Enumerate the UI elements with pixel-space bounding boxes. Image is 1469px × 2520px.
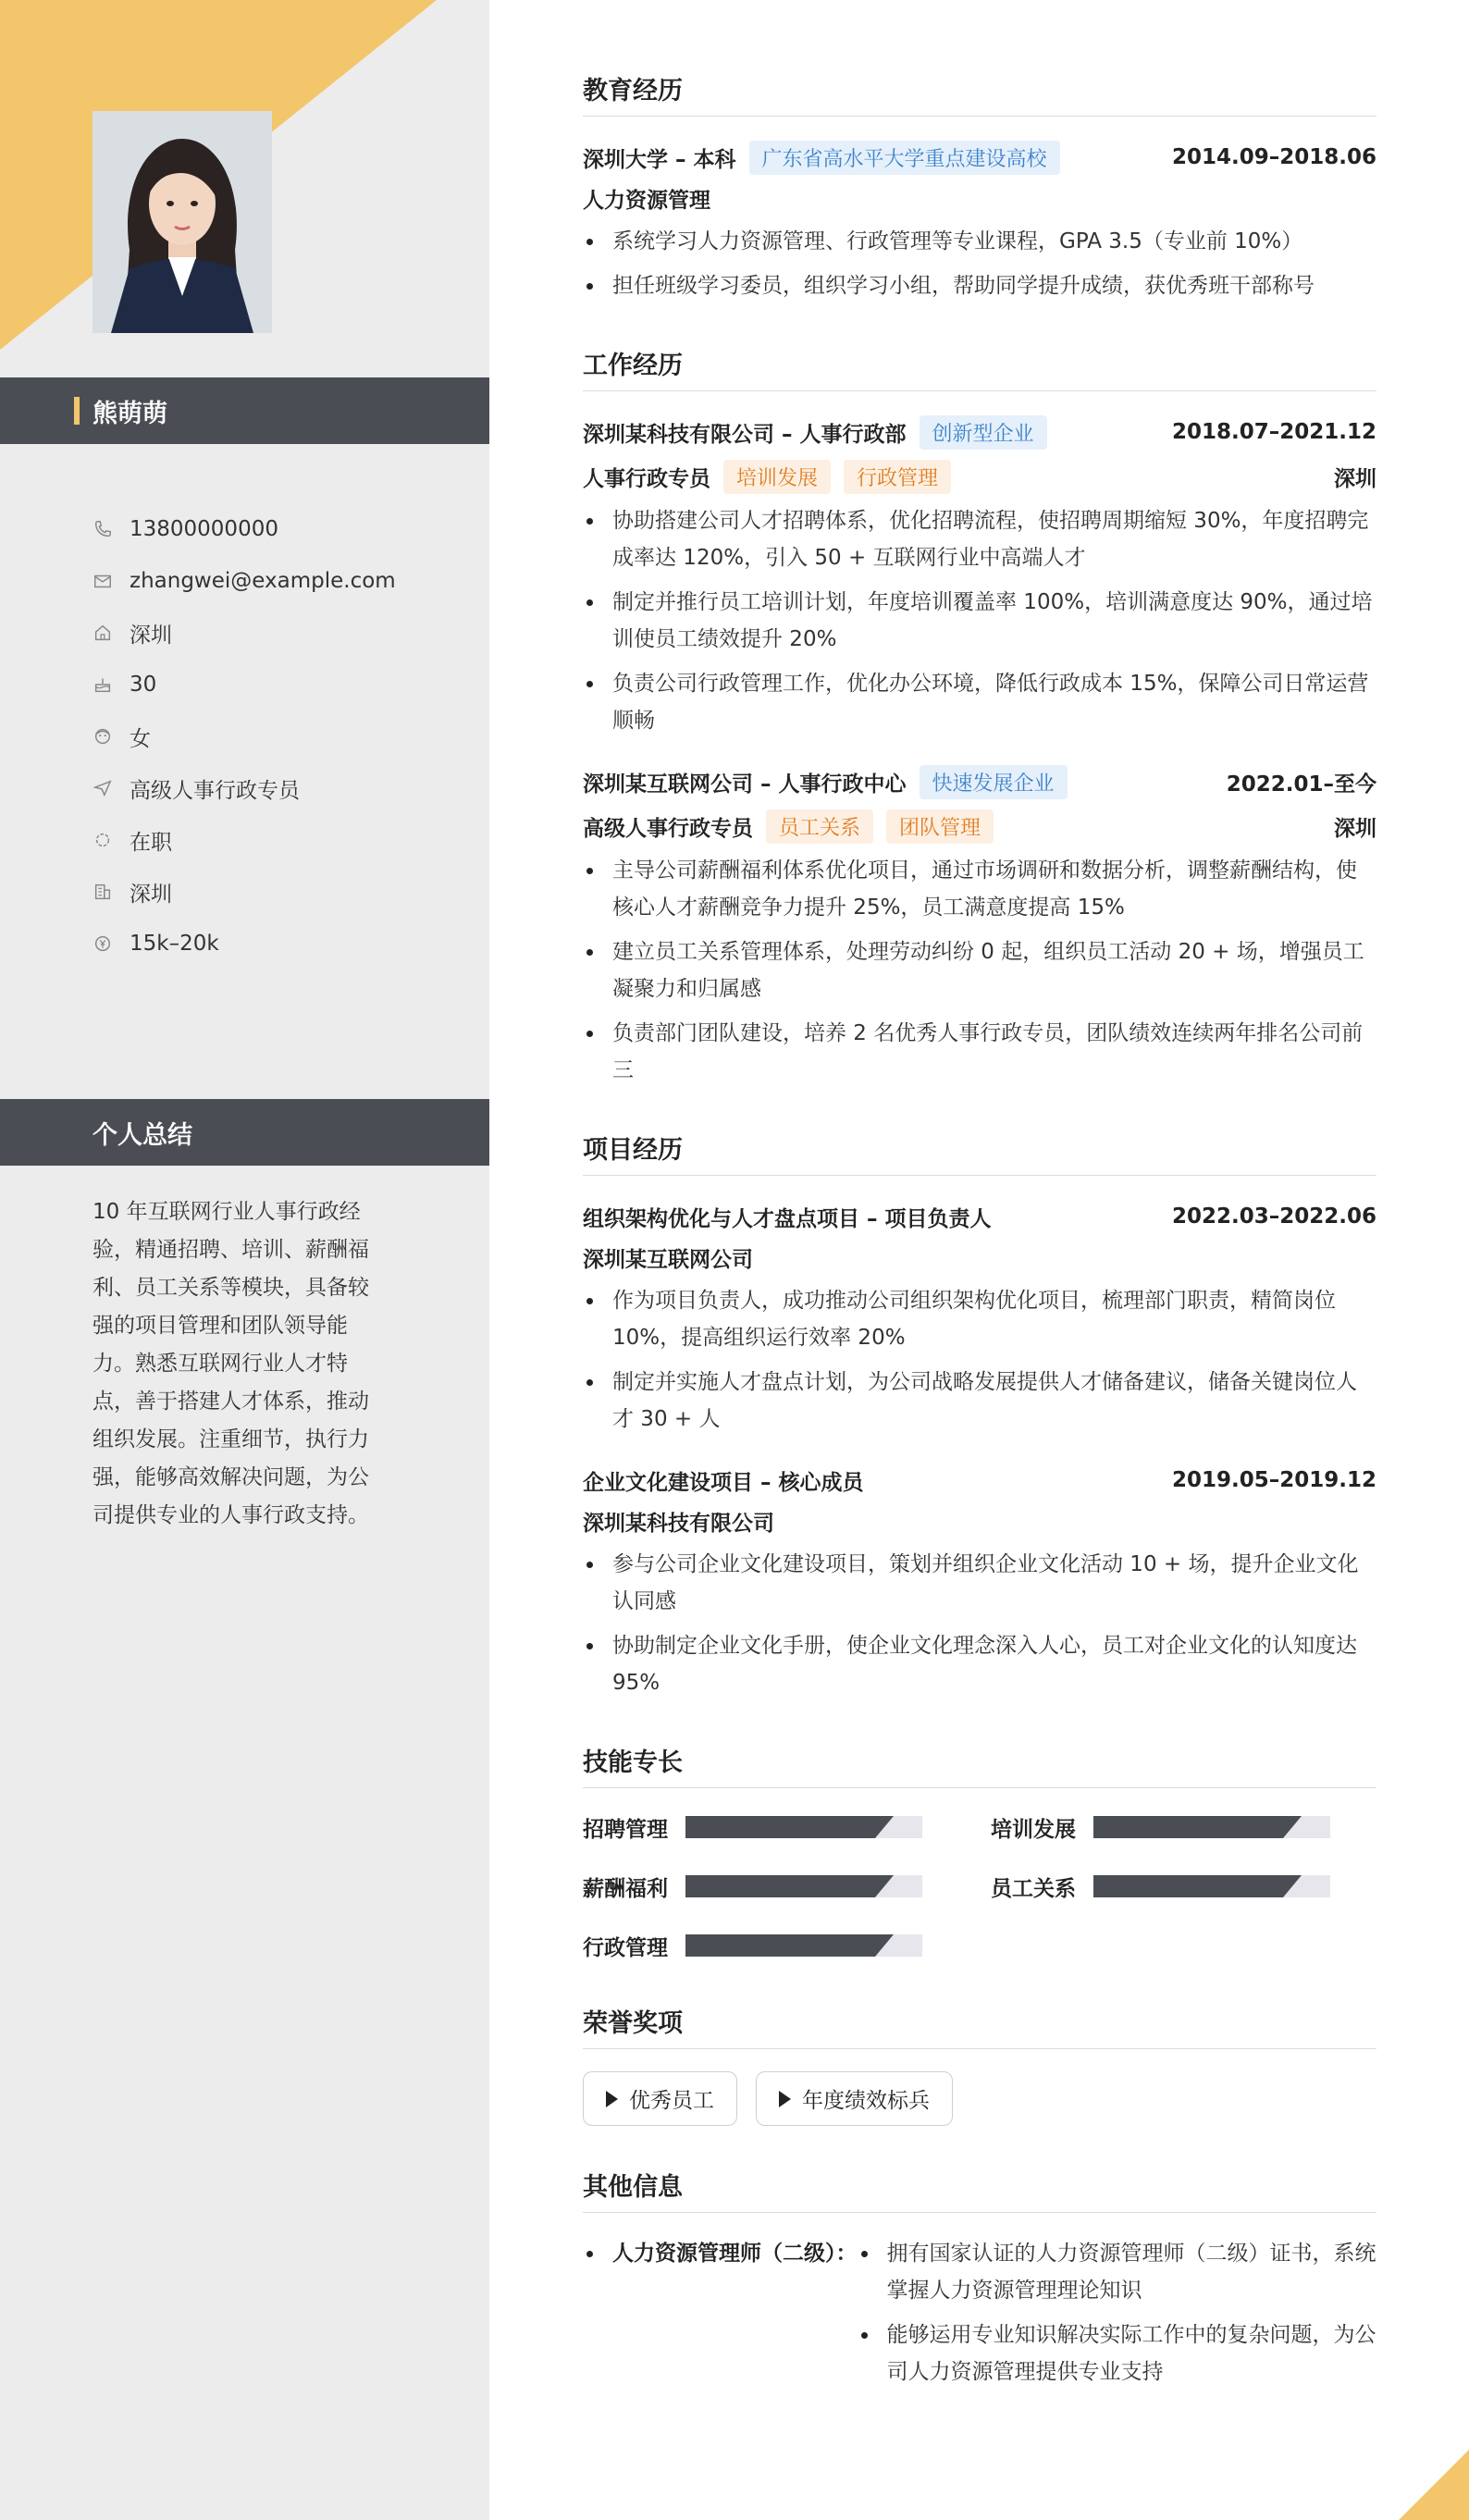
education-section <box>583 70 1376 304</box>
section-title-other: 其他信息 <box>583 2167 1376 2213</box>
company-name: 深圳某科技有限公司 – 人事行政部 <box>583 422 907 447</box>
work-city: 深圳 <box>1334 816 1376 841</box>
list-item: 负责部门团队建设，培养 2 名优秀人事行政专员，团队绩效连续两年排名公司前三 <box>583 1015 1376 1089</box>
list-item: 拥有国家认证的人力资源管理师（二级）证书，系统掌握人力资源管理理论知识 <box>858 2235 1377 2309</box>
project-header <box>583 1198 1376 1235</box>
skill-name: 培训发展 <box>991 1817 1076 1842</box>
work-bullets <box>583 852 1376 1089</box>
skill-bar <box>1093 1816 1330 1838</box>
role-title: 高级人事行政专员 <box>583 816 753 841</box>
summary-text: 10 年互联网行业人事行政经验，精通招聘、培训、薪酬福利、员工关系等模块，具备较强的项目管理和团队领导能力。熟悉互联网行业人才特点，善于搭建人才体系，推动组织发展。注重细节，执行力强，能够高效解决问题，为公司提供专业的人事行政支持。 <box>93 1200 369 1527</box>
main-column <box>583 70 1376 2439</box>
contact-gender <box>93 710 481 762</box>
contact-list <box>93 503 481 970</box>
send-icon <box>93 778 113 798</box>
education-header <box>583 139 1376 176</box>
work-entry-1 <box>583 414 1376 739</box>
contact-age <box>93 659 481 710</box>
honors-section <box>583 2003 1376 2126</box>
role-title: 人事行政专员 <box>583 466 710 491</box>
project-date: 2022.03–2022.06 <box>1171 1204 1376 1229</box>
role-row <box>583 458 1376 495</box>
name-accent-bar <box>74 397 80 425</box>
project-entry-2 <box>583 1462 1376 1701</box>
cake-icon <box>93 674 113 695</box>
building-icon <box>93 882 113 902</box>
contact-city-text: 深圳 <box>130 882 172 907</box>
contact-age-text: 30 <box>130 673 157 697</box>
summary-header <box>0 1099 489 1166</box>
skills-section <box>583 1742 1376 1962</box>
skill-fill <box>685 1816 875 1838</box>
project-org: 深圳某科技有限公司 <box>583 1512 774 1536</box>
skill-item <box>991 1810 1376 1844</box>
honor-badge <box>756 2071 953 2126</box>
candidate-name: 熊萌萌 <box>93 399 167 428</box>
section-title-honors: 荣誉奖项 <box>583 2003 1376 2049</box>
skill-fill <box>1093 1875 1283 1897</box>
section-title-education: 教育经历 <box>583 70 1376 117</box>
avatar <box>93 111 272 333</box>
list-item: 制定并实施人才盘点计划，为公司战略发展提供人才储备建议，储备关键岗位人才 30 + 人 <box>583 1364 1376 1438</box>
other-bullets <box>858 2235 1377 2398</box>
section-title-work: 工作经历 <box>583 345 1376 391</box>
contact-position <box>93 762 481 814</box>
list-item: 负责公司行政管理工作，优化办公环境，降低行政成本 15%，保障公司日常运营顺畅 <box>583 665 1376 739</box>
skill-item <box>583 1810 991 1844</box>
project-bullets <box>583 1546 1376 1701</box>
projects-section <box>583 1130 1376 1701</box>
honor-label: 年度绩效标兵 <box>802 2089 930 2113</box>
role-tag: 团队管理 <box>886 809 994 844</box>
skill-item <box>583 1929 991 1962</box>
work-entry-2 <box>583 763 1376 1089</box>
home-icon <box>93 623 113 643</box>
skill-name: 招聘管理 <box>583 1817 668 1842</box>
honors-list <box>583 2071 1376 2126</box>
play-triangle-icon <box>606 2091 618 2107</box>
gender-icon <box>93 726 113 747</box>
honor-label: 优秀员工 <box>629 2089 714 2113</box>
status-icon <box>93 830 113 850</box>
contact-city <box>93 866 481 918</box>
list-item: 协助搭建公司人才招聘体系，优化招聘流程，使招聘周期缩短 30%，年度招聘完成率达 120%，引入 50 + 互联网行业中高端人才 <box>583 502 1376 576</box>
contact-status-text: 在职 <box>130 830 172 855</box>
contact-location-text: 深圳 <box>130 623 172 648</box>
list-item: 建立员工关系管理体系，处理劳动纠纷 0 起，组织员工活动 20 + 场，增强员工凝聚力和归属感 <box>583 933 1376 1007</box>
skill-fill <box>1093 1816 1283 1838</box>
role-row <box>583 808 1376 845</box>
company-name: 深圳某互联网公司 – 人事行政中心 <box>583 772 907 797</box>
skill-bar <box>1093 1875 1330 1897</box>
decorative-corner-bottom <box>1399 2450 1469 2520</box>
skill-name: 行政管理 <box>583 1935 668 1960</box>
skills-grid <box>583 1810 1376 1962</box>
salary-icon <box>93 933 113 954</box>
role-tag: 行政管理 <box>844 460 951 494</box>
education-bullets <box>583 223 1376 304</box>
contact-phone <box>93 503 481 555</box>
project-entry-1 <box>583 1198 1376 1438</box>
mail-icon <box>93 571 113 591</box>
work-entry-header <box>583 414 1376 451</box>
list-item: 参与公司企业文化建设项目，策划并组织企业文化活动 10 + 场，提升企业文化认同感 <box>583 1546 1376 1620</box>
sidebar <box>0 0 489 2520</box>
list-item: 协助制定企业文化手册，使企业文化理念深入人心，员工对企业文化的认知度达 95% <box>583 1627 1376 1701</box>
project-name: 组织架构优化与人才盘点项目 – 项目负责人 <box>583 1206 992 1231</box>
school-tag: 广东省高水平大学重点建设高校 <box>749 141 1060 175</box>
role-tag: 培训发展 <box>723 460 831 494</box>
contact-salary-text: 15k–20k <box>130 932 219 956</box>
skill-item <box>583 1870 991 1903</box>
project-bullets <box>583 1282 1376 1438</box>
play-triangle-icon <box>779 2091 791 2107</box>
contact-phone-text: 13800000000 <box>130 517 278 541</box>
contact-email <box>93 555 481 607</box>
company-tag: 快速发展企业 <box>920 765 1068 799</box>
work-section <box>583 345 1376 1089</box>
company-tag: 创新型企业 <box>920 415 1047 450</box>
list-item: 主导公司薪酬福利体系优化项目，通过市场调研和数据分析，调整薪酬结构，使核心人才薪酬竞争力提升 25%，员工满意度提高 15% <box>583 852 1376 926</box>
project-name: 企业文化建设项目 – 核心成员 <box>583 1470 864 1495</box>
summary-title: 个人总结 <box>93 1120 192 1150</box>
work-bullets <box>583 502 1376 739</box>
contact-gender-text: 女 <box>130 726 151 751</box>
list-item: 担任班级学习委员，组织学习小组，帮助同学提升成绩，获优秀班干部称号 <box>583 267 1376 304</box>
honor-badge <box>583 2071 737 2126</box>
phone-icon <box>93 519 113 539</box>
skill-bar <box>685 1875 922 1897</box>
work-date: 2018.07–2021.12 <box>1171 420 1376 444</box>
major: 人力资源管理 <box>583 189 710 213</box>
education-date: 2014.09–2018.06 <box>1171 145 1376 169</box>
skill-bar <box>685 1816 922 1838</box>
section-title-skills: 技能专长 <box>583 1742 1376 1788</box>
contact-email-text: zhangwei@example.com <box>130 569 396 593</box>
role-tag: 员工关系 <box>766 809 873 844</box>
contact-position-text: 高级人事行政专员 <box>130 778 300 803</box>
skill-name: 员工关系 <box>991 1876 1076 1901</box>
project-header <box>583 1462 1376 1499</box>
work-city: 深圳 <box>1334 466 1376 491</box>
project-org: 深圳某互联网公司 <box>583 1248 753 1272</box>
other-section <box>583 2167 1376 2398</box>
list-item: 作为项目负责人，成功推动公司组织架构优化项目，梳理部门职责，精简岗位 10%，提高组织运行效率 20% <box>583 1282 1376 1356</box>
skill-bar <box>685 1934 922 1957</box>
list-item: 制定并推行员工培训计划，年度培训覆盖率 100%，培训满意度达 90%，通过培训使员工绩效提升 20% <box>583 584 1376 658</box>
school-name: 深圳大学 – 本科 <box>583 147 736 172</box>
skill-name: 薪酬福利 <box>583 1876 668 1901</box>
list-item: 能够运用专业知识解决实际工作中的复杂问题，为公司人力资源管理提供专业支持 <box>858 2316 1377 2390</box>
contact-location <box>93 607 481 659</box>
section-title-projects: 项目经历 <box>583 1130 1376 1176</box>
certificate-label: 人力资源管理师（二级）： <box>583 2235 858 2398</box>
contact-status <box>93 814 481 866</box>
project-date: 2019.05–2019.12 <box>1171 1468 1376 1492</box>
contact-salary <box>93 918 481 970</box>
skill-fill <box>685 1934 875 1957</box>
work-date: 2022.01–至今 <box>1226 772 1376 797</box>
list-item: 系统学习人力资源管理、行政管理等专业课程，GPA 3.5（专业前 10%） <box>583 223 1376 260</box>
work-entry-header <box>583 763 1376 800</box>
skill-item <box>991 1870 1376 1903</box>
other-row <box>583 2235 1376 2398</box>
name-bar <box>0 377 489 444</box>
skill-fill <box>685 1875 875 1897</box>
